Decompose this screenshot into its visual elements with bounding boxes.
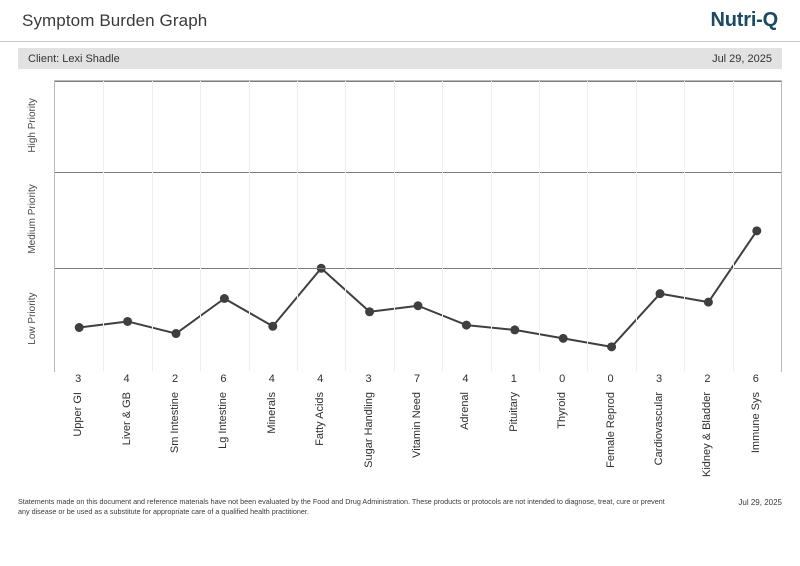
plot-inner xyxy=(55,81,781,372)
data-point-marker[interactable] xyxy=(607,342,616,351)
page-footer xyxy=(18,497,782,518)
brand-logo: Nutri-Q xyxy=(710,9,778,31)
category-label: Upper GI xyxy=(72,392,85,437)
value-labels-row xyxy=(54,373,782,389)
chart-container xyxy=(18,80,782,477)
symptom-burden-line-series xyxy=(55,81,781,371)
data-value-label: 2 xyxy=(171,373,179,385)
data-point-marker[interactable] xyxy=(704,298,713,307)
category-separator xyxy=(442,81,443,371)
data-point-marker[interactable] xyxy=(414,301,423,310)
data-value-label: 4 xyxy=(462,373,469,385)
client-name: Client: Lexi Shadle xyxy=(28,52,120,65)
client-date: Jul 29, 2025 xyxy=(712,52,772,65)
data-value-label: 2 xyxy=(704,373,711,385)
y-axis-band-low: Low Priority xyxy=(27,292,38,345)
data-value-label: 3 xyxy=(365,373,372,385)
data-point-marker[interactable] xyxy=(75,323,84,332)
data-point-marker[interactable] xyxy=(510,325,519,334)
category-separator xyxy=(297,81,298,371)
category-separator xyxy=(200,81,201,371)
data-value-label: 4 xyxy=(317,373,324,385)
category-separator xyxy=(394,81,395,371)
gridline-medium-priority xyxy=(55,172,781,173)
data-value-label: 4 xyxy=(268,373,275,385)
data-point-marker[interactable] xyxy=(752,226,761,235)
data-value-label: 6 xyxy=(752,373,759,385)
category-label: Vitamin Need xyxy=(411,392,423,458)
category-separator xyxy=(684,81,685,371)
gridline-high-priority xyxy=(55,81,781,82)
page-title: Symptom Burden Graph xyxy=(22,10,208,30)
data-point-marker[interactable] xyxy=(365,307,374,316)
category-label: Liver & GB xyxy=(120,392,133,446)
category-label: Sugar Handling xyxy=(362,392,375,468)
data-value-label: 6 xyxy=(220,373,227,385)
category-label: Female Reprod xyxy=(604,392,617,468)
client-info-bar xyxy=(18,48,782,69)
data-value-label: 0 xyxy=(607,373,614,385)
category-label: Pituitary xyxy=(507,392,520,432)
data-point-marker[interactable] xyxy=(268,322,277,331)
category-label: Cardiovascular xyxy=(653,392,665,466)
footer-date: Jul 29, 2025 xyxy=(738,498,782,507)
data-point-marker[interactable] xyxy=(123,317,132,326)
y-axis-band-high: High Priority xyxy=(27,98,38,153)
category-separator xyxy=(249,81,250,371)
data-value-label: 7 xyxy=(413,373,421,385)
data-point-marker[interactable] xyxy=(220,294,229,303)
category-label: Lg Intestine xyxy=(217,392,230,449)
category-label: Adrenal xyxy=(459,392,472,430)
category-separator xyxy=(345,81,346,371)
category-label: Kidney & Bladder xyxy=(701,392,714,477)
data-value-label: 1 xyxy=(510,373,517,385)
gridline-low-priority xyxy=(55,268,781,269)
data-point-marker[interactable] xyxy=(559,334,568,343)
data-value-label: 0 xyxy=(559,373,566,385)
data-value-label: 3 xyxy=(655,373,663,385)
category-separator xyxy=(636,81,637,371)
data-point-marker[interactable] xyxy=(656,289,665,298)
category-label: Sm Intestine xyxy=(169,392,181,454)
category-label: Minerals xyxy=(265,392,278,434)
data-value-label: 3 xyxy=(75,373,82,385)
category-label: Immune Sys xyxy=(749,392,762,454)
page-header xyxy=(0,0,800,42)
y-axis-band-medium: Medium Priority xyxy=(27,184,38,254)
data-point-marker[interactable] xyxy=(172,329,181,338)
category-separator xyxy=(733,81,734,371)
data-value-label: 4 xyxy=(123,373,130,385)
series-line xyxy=(79,231,757,347)
category-separator xyxy=(152,81,153,371)
category-labels-row xyxy=(54,392,782,492)
y-axis-labels xyxy=(18,80,54,372)
data-point-marker[interactable] xyxy=(462,321,471,330)
category-separator xyxy=(491,81,492,371)
category-separator xyxy=(587,81,588,371)
category-separator xyxy=(539,81,540,371)
category-label: Fatty Acids xyxy=(314,392,327,446)
plot-area xyxy=(54,80,782,372)
category-label: Thyroid xyxy=(556,392,569,429)
disclaimer-text: Statements made on this document and reference materials have not been evaluated by the Food and Drug Administration. These products or protocols are not intended to diagnose, treat, cure or prevent any disease or be used as a substitute for appropriate care of a qualified health practitioner. xyxy=(18,497,665,517)
category-separator xyxy=(103,81,104,371)
